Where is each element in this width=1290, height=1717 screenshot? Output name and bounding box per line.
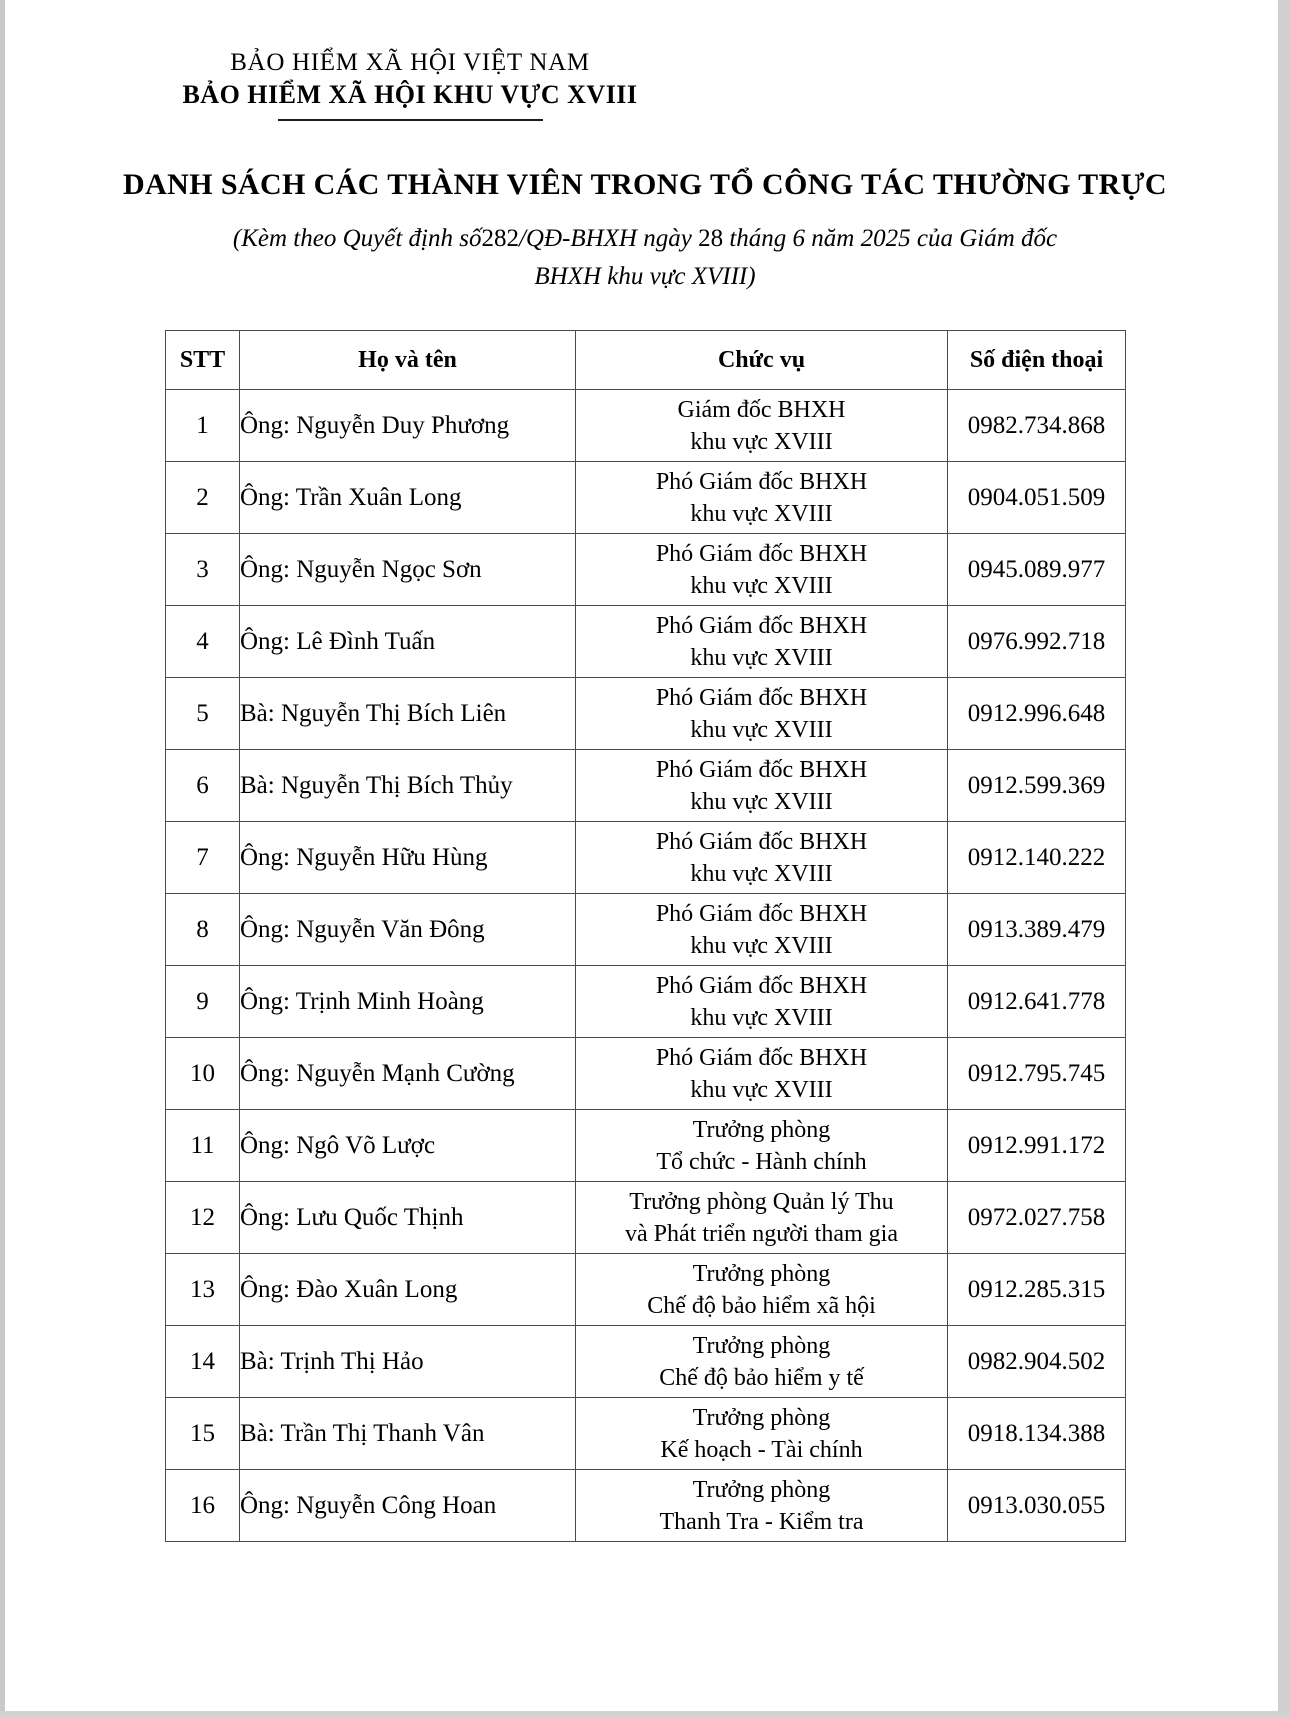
cell-phone-number: 0913.030.055 (948, 1470, 1126, 1542)
cell-full-name: Ông: Nguyễn Duy Phương (240, 390, 576, 462)
position-line-1: Phó Giám đốc BHXH (655, 756, 868, 783)
cell-stt: 1 (166, 390, 240, 462)
cell-phone-number: 0912.140.222 (948, 822, 1126, 894)
position-line-1: Phó Giám đốc BHXH (655, 540, 868, 567)
table-row (166, 390, 1126, 462)
cell-stt: 8 (166, 894, 240, 966)
cell-phone-number: 0912.641.778 (948, 966, 1126, 1038)
position-line-2: khu vực XVIII (690, 428, 833, 455)
table-row (166, 822, 1126, 894)
cell-phone-number: 0976.992.718 (948, 606, 1126, 678)
position-line-1: Phó Giám đốc BHXH (655, 972, 868, 999)
subtitle-date-tail: tháng 6 năm 2025 của Giám đốc (729, 225, 1058, 253)
table-row (166, 462, 1126, 534)
table-row (166, 1398, 1126, 1470)
position-line-1: Trưởng phòng Quản lý Thu (629, 1188, 894, 1215)
table-header-row (166, 331, 1126, 390)
position-line-2: khu vực XVIII (690, 788, 833, 815)
cell-stt: 4 (166, 606, 240, 678)
table-row (166, 966, 1126, 1038)
cell-full-name: Ông: Nguyễn Hữu Hùng (240, 822, 576, 894)
cell-position (576, 1398, 948, 1470)
table-row (166, 1470, 1126, 1542)
cell-full-name: Bà: Nguyễn Thị Bích Thủy (240, 750, 576, 822)
cell-full-name: Ông: Nguyễn Văn Đông (240, 894, 576, 966)
cell-position (576, 534, 948, 606)
cell-phone-number: 0912.996.648 (948, 678, 1126, 750)
cell-stt: 14 (166, 1326, 240, 1398)
cell-full-name: Ông: Ngô Võ Lược (240, 1110, 576, 1182)
roster-table-wrap (165, 330, 1125, 1542)
roster-table (165, 330, 1126, 1542)
decision-day: 28 (698, 225, 724, 253)
cell-position (576, 822, 948, 894)
cell-stt: 3 (166, 534, 240, 606)
cell-stt: 13 (166, 1254, 240, 1326)
position-line-1: Trưởng phòng (692, 1476, 831, 1503)
cell-full-name: Ông: Nguyễn Công Hoan (240, 1470, 576, 1542)
position-line-2: khu vực XVIII (690, 1004, 833, 1031)
position-line-2: Chế độ bảo hiểm y tế (659, 1364, 864, 1391)
cell-position (576, 606, 948, 678)
table-row (166, 1110, 1126, 1182)
table-row (166, 894, 1126, 966)
position-line-1: Trưởng phòng (692, 1404, 831, 1431)
cell-full-name: Ông: Lưu Quốc Thịnh (240, 1182, 576, 1254)
cell-full-name: Ông: Lê Đình Tuấn (240, 606, 576, 678)
table-row (166, 750, 1126, 822)
cell-full-name: Bà: Nguyễn Thị Bích Liên (240, 678, 576, 750)
position-line-1: Phó Giám đốc BHXH (655, 612, 868, 639)
parent-organization-name: BẢO HIỂM XÃ HỘI VIỆT NAM (230, 49, 590, 76)
cell-phone-number: 0913.389.479 (948, 894, 1126, 966)
position-line-2: khu vực XVIII (690, 716, 833, 743)
cell-stt: 11 (166, 1110, 240, 1182)
position-line-1: Trưởng phòng (692, 1260, 831, 1287)
title-block (0, 165, 1290, 296)
cell-stt: 9 (166, 966, 240, 1038)
issuing-unit-name: BẢO HIỂM XÃ HỘI KHU VỰC XVIII (182, 79, 638, 109)
letterhead-divider (278, 119, 543, 121)
cell-stt: 16 (166, 1470, 240, 1542)
position-line-1: Phó Giám đốc BHXH (655, 684, 868, 711)
cell-stt: 12 (166, 1182, 240, 1254)
cell-position (576, 750, 948, 822)
cell-position (576, 1038, 948, 1110)
position-line-1: Giám đốc BHXH (677, 396, 846, 423)
cell-full-name: Bà: Trần Thị Thanh Vân (240, 1398, 576, 1470)
cell-stt: 2 (166, 462, 240, 534)
position-line-2: và Phát triển người tham gia (625, 1220, 898, 1247)
table-row (166, 1038, 1126, 1110)
position-line-2: khu vực XVIII (690, 644, 833, 671)
position-line-1: Phó Giám đốc BHXH (655, 1044, 868, 1071)
table-row (166, 1182, 1126, 1254)
position-line-2: khu vực XVIII (690, 860, 833, 887)
position-line-2: Kế hoạch - Tài chính (660, 1436, 863, 1463)
position-line-2: khu vực XVIII (690, 572, 833, 599)
cell-stt: 15 (166, 1398, 240, 1470)
page-edge-shadow-bottom (0, 1711, 1290, 1717)
cell-stt: 10 (166, 1038, 240, 1110)
cell-phone-number: 0912.599.369 (948, 750, 1126, 822)
cell-full-name: Ông: Nguyễn Mạnh Cường (240, 1038, 576, 1110)
cell-phone-number: 0912.795.745 (948, 1038, 1126, 1110)
cell-phone-number: 0982.904.502 (948, 1326, 1126, 1398)
cell-position (576, 1110, 948, 1182)
table-row (166, 534, 1126, 606)
cell-phone-number: 0982.734.868 (948, 390, 1126, 462)
cell-position (576, 678, 948, 750)
column-header-phone: Số điện thoại (948, 331, 1126, 390)
cell-phone-number: 0904.051.509 (948, 462, 1126, 534)
position-line-1: Phó Giám đốc BHXH (655, 828, 868, 855)
cell-position (576, 1182, 948, 1254)
cell-position (576, 966, 948, 1038)
column-header-stt: STT (166, 331, 240, 390)
column-header-name: Họ và tên (240, 331, 576, 390)
position-line-2: khu vực XVIII (690, 1076, 833, 1103)
cell-phone-number: 0918.134.388 (948, 1398, 1126, 1470)
document-subtitle (100, 220, 1190, 296)
table-row (166, 606, 1126, 678)
table-row (166, 1326, 1126, 1398)
cell-phone-number: 0912.285.315 (948, 1254, 1126, 1326)
cell-full-name: Ông: Trần Xuân Long (240, 462, 576, 534)
table-row (166, 678, 1126, 750)
cell-position (576, 1254, 948, 1326)
cell-phone-number: 0945.089.977 (948, 534, 1126, 606)
subtitle-line-2: BHXH khu vực XVIII) (534, 263, 756, 291)
cell-full-name: Ông: Đào Xuân Long (240, 1254, 576, 1326)
table-row (166, 1254, 1126, 1326)
letterhead (40, 48, 780, 121)
cell-position (576, 894, 948, 966)
cell-stt: 6 (166, 750, 240, 822)
page-title: DANH SÁCH CÁC THÀNH VIÊN TRONG TỔ CÔNG TÁC THƯỜNG TRỰC (123, 168, 1167, 202)
decision-number: 282 (481, 225, 519, 253)
position-line-1: Phó Giám đốc BHXH (655, 900, 868, 927)
cell-stt: 5 (166, 678, 240, 750)
cell-position (576, 1470, 948, 1542)
position-line-2: khu vực XVIII (690, 500, 833, 527)
roster-body (166, 390, 1126, 1542)
subtitle-prefix: (Kèm theo Quyết định số (232, 225, 482, 253)
position-line-1: Phó Giám đốc BHXH (655, 468, 868, 495)
cell-position (576, 462, 948, 534)
document-content (0, 48, 1290, 1542)
cell-position (576, 390, 948, 462)
position-line-1: Trưởng phòng (692, 1116, 831, 1143)
cell-position (576, 1326, 948, 1398)
cell-full-name: Ông: Trịnh Minh Hoàng (240, 966, 576, 1038)
position-line-2: khu vực XVIII (690, 932, 833, 959)
cell-stt: 7 (166, 822, 240, 894)
position-line-2: Chế độ bảo hiểm xã hội (647, 1292, 876, 1319)
column-header-position: Chức vụ (576, 331, 948, 390)
position-line-2: Thanh Tra - Kiểm tra (659, 1508, 864, 1535)
cell-full-name: Bà: Trịnh Thị Hảo (240, 1326, 576, 1398)
subtitle-decision-suffix: /QĐ-BHXH ngày (518, 225, 692, 253)
cell-full-name: Ông: Nguyễn Ngọc Sơn (240, 534, 576, 606)
position-line-2: Tổ chức - Hành chính (656, 1148, 867, 1175)
position-line-1: Trưởng phòng (692, 1332, 831, 1359)
cell-phone-number: 0912.991.172 (948, 1110, 1126, 1182)
cell-phone-number: 0972.027.758 (948, 1182, 1126, 1254)
